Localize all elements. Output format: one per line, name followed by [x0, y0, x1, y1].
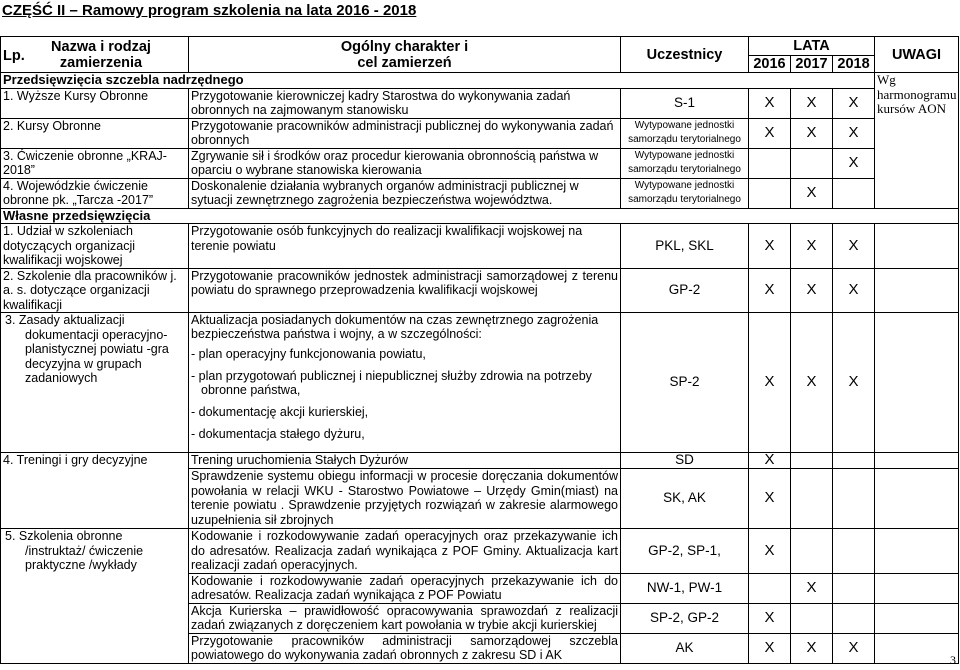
row-remarks [875, 453, 959, 469]
section-title-row [1, 73, 959, 89]
row-year-2017: X [791, 313, 833, 453]
table-row [1, 224, 959, 269]
header-participants: Uczestnicy [621, 37, 749, 73]
row-year-2017: X [791, 268, 833, 313]
row-remarks [875, 313, 959, 453]
row-year-2016: X [749, 224, 791, 269]
row-year-2017: X [791, 633, 833, 663]
page-number: 3 [950, 653, 956, 667]
row-participants: Wytypowane jednostki samorządu terytorialnego [621, 148, 749, 178]
row-year-2017 [791, 453, 833, 469]
row-remarks [875, 469, 959, 529]
row-remarks [875, 633, 959, 663]
row-year-2018: X [833, 268, 875, 313]
row-year-2017: X [791, 573, 833, 603]
row-year-2018: X [833, 88, 875, 118]
row-year-2017 [791, 469, 833, 529]
row-year-2018 [833, 529, 875, 574]
row-name: 2. Szkolenie dla pracowników j. a. s. dotyczące organizacji kwalifikacji [1, 268, 189, 313]
row-name: 1. Wyższe Kursy Obronne [1, 88, 189, 118]
row-name: 3. Ćwiczenie obronne „KRAJ-2018” [1, 148, 189, 178]
table-row [1, 148, 959, 178]
row-year-2018 [833, 178, 875, 208]
row-description: Kodowanie i rozkodowywanie zadań operacyjnych oraz przekazywanie ich do adresatów. Realizacja zadań wynikająca z POF Gminy. Aktualizacja kart realizacji zadań operacyjnych. [189, 529, 621, 574]
row-description: Doskonalenie działania wybranych organów administracji publicznej w sytuacji zewnętrznego zagrożenia bezpieczeństwa województwa. [189, 178, 621, 208]
row-description: Kodowanie i rozkodowywanie zadań operacyjnych przekazywanie ich do adresatów. Realizacja zadań wynikająca z POF Powiatu [189, 573, 621, 603]
row-description: Sprawdzenie systemu obiegu informacji w procesie doręczania dokumentów powołania w relacji WKU - Starostwo Powiatowe – Urzędy Gmin(miast) na terenie powiatu . Sprawdzenie przyjętych rozwiązań w zakresie alarmowego uzupełnienia sił zbrojnych [189, 469, 621, 529]
section-title: Przedsięwzięcia szczebla nadrzędnego [1, 73, 875, 89]
row-name: 2. Kursy Obronne [1, 118, 189, 148]
header-character: Ogólny charakter i cel zamierzeń [189, 37, 621, 73]
remarks-cell: Wg harmonogramu kursów AON [875, 73, 959, 209]
row-participants: SP-2 [621, 313, 749, 453]
row-name: 3. Zasady aktualizacji dokumentacji operacyjno-planistycznej powiatu -gra decyzyjna w grupach zadaniowych [1, 313, 189, 453]
row-description: Przygotowanie kierowniczej kadry Starostwa do wykonywania zadań obronnych na zajmowanym stanowisku [189, 88, 621, 118]
row-description: Przygotowanie pracowników administracji publicznej do wykonywania zadań obronnych [189, 118, 621, 148]
row-year-2016 [749, 148, 791, 178]
row-description: Przygotowanie osób funkcyjnych do realizacji kwalifikacji wojskowej na terenie powiatu [189, 224, 621, 269]
table-row [1, 178, 959, 208]
row-remarks [875, 224, 959, 269]
header-remarks: UWAGI [875, 37, 959, 73]
row-year-2017 [791, 148, 833, 178]
row-year-2017: X [791, 224, 833, 269]
description-line: - plan operacyjny funkcjonowania powiatu, [191, 347, 426, 361]
row-participants: PKL, SKL [621, 224, 749, 269]
table-row [1, 453, 959, 469]
row-name: 4. Wojewódzkie ćwiczenie obronne pk. „Tarcza -2017” [1, 178, 189, 208]
row-year-2017 [791, 603, 833, 633]
row-participants: AK [621, 633, 749, 663]
row-participants: SP-2, GP-2 [621, 603, 749, 633]
description-line: - dokumentacja stałego dyżuru, [191, 427, 365, 441]
row-participants: GP-2, SP-1, [621, 529, 749, 574]
row-year-2016: X [749, 603, 791, 633]
row-description: Akcja Kurierska – prawidłowość opracowywania sprawozdań z realizacji zadań związanych z doręczeniem kart powołania w trybie akcji kurierskiej [189, 603, 621, 633]
row-year-2016 [749, 178, 791, 208]
row-year-2016: X [749, 633, 791, 663]
row-year-2016 [749, 573, 791, 603]
row-remarks [875, 603, 959, 633]
row-participants: SK, AK [621, 469, 749, 529]
row-participants: Wytypowane jednostki samorządu terytorialnego [621, 178, 749, 208]
row-description: Przygotowanie pracowników jednostek administracji samorządowej z terenu powiatu do sprawnego przeprowadzenia kwalifikacji wojskowej [189, 268, 621, 313]
row-year-2018: X [833, 633, 875, 663]
header-lp: Lp. [3, 48, 25, 64]
row-year-2016: X [749, 469, 791, 529]
header-year-2017: 2017 [791, 56, 833, 73]
row-year-2017: X [791, 178, 833, 208]
row-year-2018 [833, 573, 875, 603]
row-name: 5. Szkolenia obronne /instruktaż/ ćwiczenie praktyczne /wykłady [1, 529, 189, 664]
header-years-label: LATA [749, 37, 875, 56]
row-remarks [875, 268, 959, 313]
row-participants: S-1 [621, 88, 749, 118]
row-year-2018: X [833, 118, 875, 148]
row-year-2017: X [791, 118, 833, 148]
row-year-2016: X [749, 313, 791, 453]
page-title: CZĘŚĆ II – Ramowy program szkolenia na lata 2016 - 2018 [2, 2, 417, 19]
header-year-2018: 2018 [833, 56, 875, 73]
row-participants: GP-2 [621, 268, 749, 313]
row-year-2018: X [833, 148, 875, 178]
description-line: - plan przygotowań publicznej i niepublicznej służby zdrowia na potrzeby obronne państwa, [191, 369, 592, 397]
row-year-2016: X [749, 118, 791, 148]
row-year-2018 [833, 469, 875, 529]
row-year-2018: X [833, 224, 875, 269]
training-program-table [0, 36, 959, 664]
header-row [1, 37, 959, 56]
row-year-2016: X [749, 453, 791, 469]
table-row [1, 88, 959, 118]
section-title: Własne przedsięwzięcia [1, 208, 959, 224]
row-name: 1. Udział w szkoleniach dotyczących organizacji kwalifikacji wojskowej [1, 224, 189, 269]
row-year-2018 [833, 453, 875, 469]
header-name-col [1, 37, 189, 73]
row-description [189, 313, 621, 453]
row-remarks [875, 573, 959, 603]
row-description: Przygotowanie pracowników administracji samorządowej szczebla powiatowego do wykonywania zadań obronnych z zakresu SD i AK [189, 633, 621, 663]
description-line: - dokumentację akcji kurierskiej, [191, 405, 369, 419]
row-year-2017: X [791, 88, 833, 118]
row-participants: Wytypowane jednostki samorządu terytorialnego [621, 118, 749, 148]
table-row [1, 118, 959, 148]
header-year-2016: 2016 [749, 56, 791, 73]
header-name: Nazwa i rodzaj zamierzenia [51, 38, 151, 71]
row-year-2016: X [749, 88, 791, 118]
row-year-2017 [791, 529, 833, 574]
row-participants: SD [621, 453, 749, 469]
section-title-row [1, 208, 959, 224]
table-row [1, 313, 959, 453]
row-remarks [875, 529, 959, 574]
row-year-2016: X [749, 268, 791, 313]
description-line: Aktualizacja posiadanych dokumentów na czas zewnętrznego zagrożenia bezpieczeństwa państwa i wojny, a w szczególności: [191, 313, 599, 341]
table-row [1, 268, 959, 313]
row-description: Trening uruchomienia Stałych Dyżurów [189, 453, 621, 469]
row-description: Zgrywanie sił i środków oraz procedur kierowania obronnością państwa w oparciu o wybrane stanowiska kierowania [189, 148, 621, 178]
row-year-2018: X [833, 313, 875, 453]
row-year-2016: X [749, 529, 791, 574]
row-participants: NW-1, PW-1 [621, 573, 749, 603]
table-row [1, 529, 959, 574]
row-year-2018 [833, 603, 875, 633]
row-name: 4. Treningi i gry decyzyjne [1, 453, 189, 529]
